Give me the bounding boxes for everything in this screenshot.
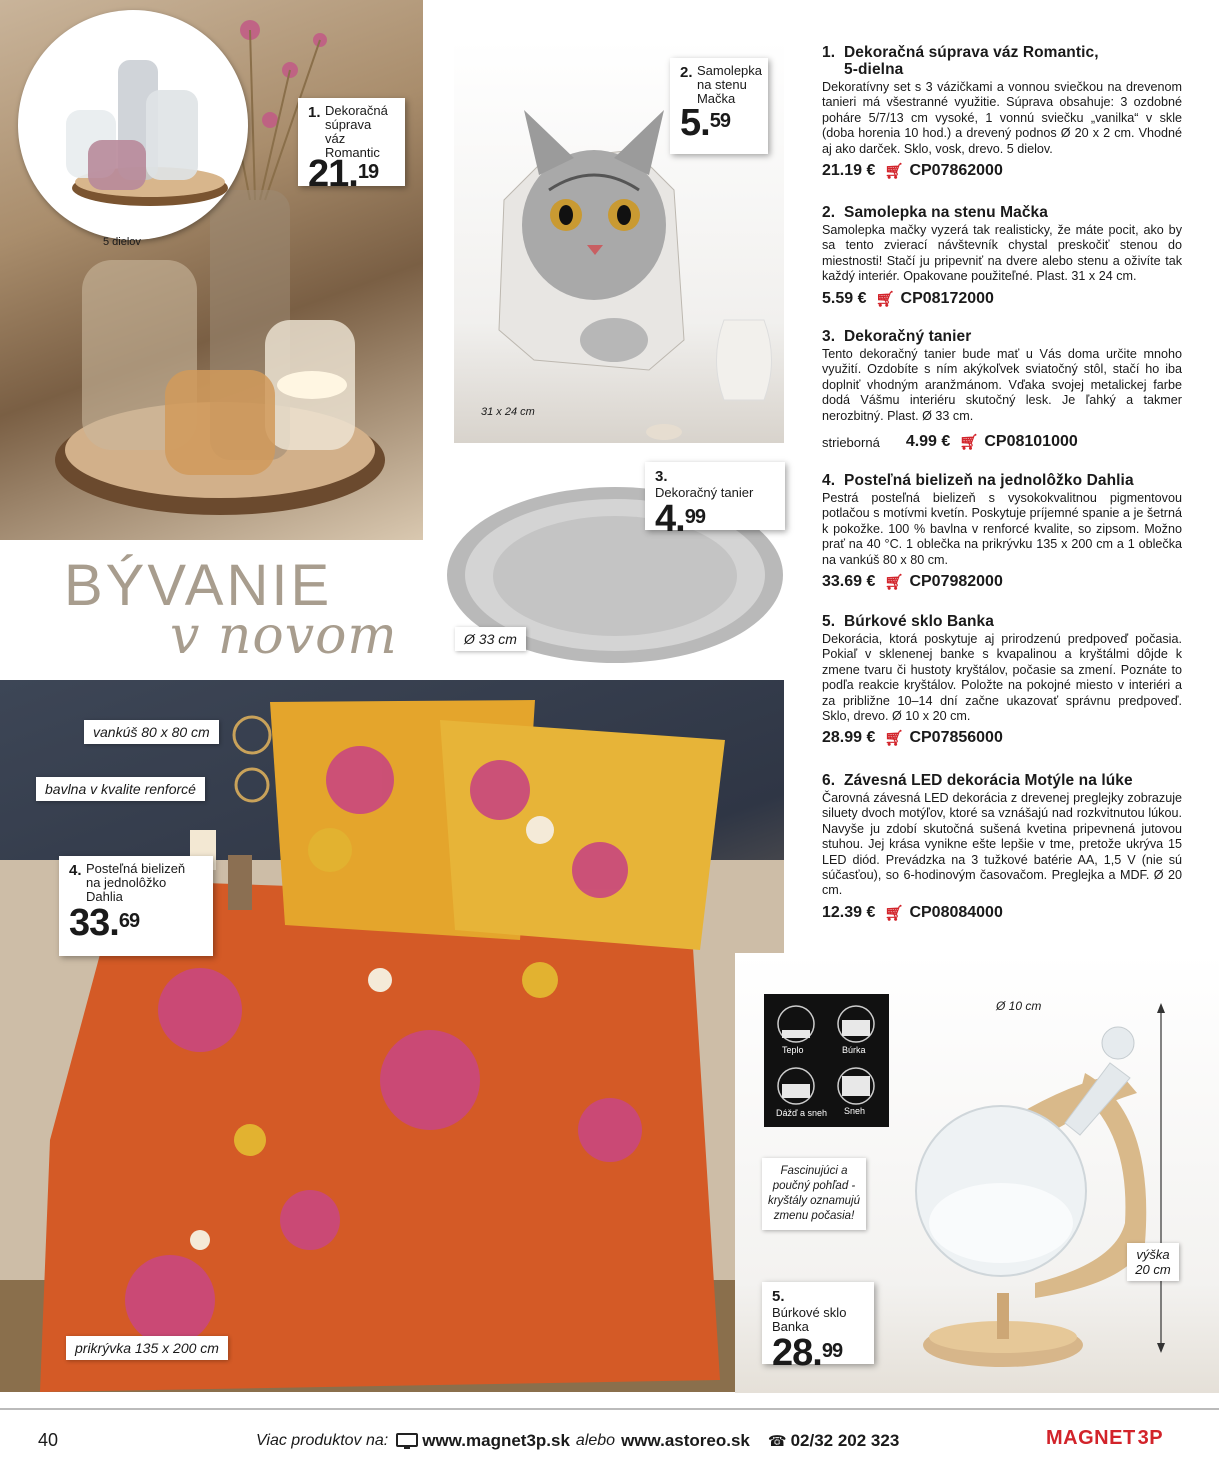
product-3-title: 3. Dekoračný tanier: [822, 328, 972, 345]
monitor-icon: [396, 1433, 418, 1450]
cart-icon[interactable]: 🛒︎: [884, 904, 904, 922]
product-3-price-row: [822, 433, 1182, 451]
product-3-code: CP08101000: [984, 433, 1078, 451]
price-tag-4: [59, 856, 213, 956]
price-tag-1-number: 1.: [308, 104, 321, 121]
product-6-title: 6. Závesná LED dekorácia Motýle na lúke: [822, 772, 1133, 789]
glass-note: Fascinujúci a poučný pohľad - kryštály oznamujú zmenu počasia!: [762, 1158, 866, 1230]
bedding-photo: [0, 680, 784, 1392]
product-2: [822, 204, 1182, 308]
product-2-price-row: [822, 290, 1182, 308]
price-tag-2: [670, 58, 768, 154]
fabric-quality-label: bavlna v kvalite renforcé: [36, 777, 205, 801]
footer-links: [256, 1431, 899, 1451]
footer-lead: Viac produktov na:: [256, 1432, 389, 1449]
product-5-description: Dekorácia, ktorá poskytuje aj prirodzenú predpoveď počasia. Pokiaľ v sklenenej banke s kvapalinou a kryštálmi dôjde k zmene tvaru či hustoty kryštálov, počasie sa zmení. Poznáte to podľa reakcie kryštálov. Položte na pokojné miesto v interiéri a za približne 10–14 dní začne ukazovať správnu predpoveď. Sklo, drevo. Ø 10 x 20 cm.: [822, 632, 1182, 724]
cart-icon[interactable]: 🛒︎: [884, 730, 904, 748]
product-2-title: 2. Samolepka na stenu Mačka: [822, 204, 1048, 221]
page-number: 40: [38, 1430, 59, 1450]
glass-diameter-label: Ø 10 cm: [996, 999, 1042, 1013]
weather-warm: Teplo: [782, 1045, 804, 1055]
price-tag-4-price: 33.69: [69, 902, 140, 944]
section-title-line1: BÝVANIE: [64, 553, 333, 618]
price-tag-2-price: 5.59: [680, 102, 730, 144]
product-3: [822, 328, 1182, 451]
cart-icon[interactable]: 🛒︎: [959, 434, 979, 452]
duvet-size-label: prikrývka 135 x 200 cm: [66, 1336, 228, 1360]
product-2-code: CP08172000: [900, 289, 994, 307]
site2-link[interactable]: www.astoreo.sk: [621, 1431, 750, 1450]
cart-icon[interactable]: 🛒︎: [884, 574, 904, 592]
product-3-price: 4.99 €: [905, 433, 951, 451]
brand-logo: MAGNET 3P: [1046, 1427, 1164, 1449]
price-tag-5-number: 5.: [772, 1288, 785, 1305]
product-3-description: Tento dekoračný tanier bude mať u Vás doma určite mnoho využití. Ozdobíte s ním akýkoľvek sviatočný stôl, stačí ho iba doplniť vhodným aranžmánom. Vďaka svojej metalickej farbe dodá Vášmu interiéru skutočný lesk. Je ľahký a takmer nerozbitný. Plast. Ø 33 cm.: [822, 347, 1182, 423]
product-5-title: 5. Búrkové sklo Banka: [822, 613, 994, 630]
price-tag-2-label: Samolepka na stenu Mačka: [696, 63, 763, 106]
weather-storm: Búrka: [842, 1045, 866, 1055]
price-tag-4-label: Posteľná bielizeň na jednolôžko Dahlia: [85, 861, 186, 904]
product-5-price: 28.99 €: [822, 729, 876, 747]
section-title-line2: v novom: [170, 606, 398, 666]
price-tag-4-number: 4.: [69, 862, 82, 879]
price-tag-5-label: Búrkové sklo Banka: [772, 1305, 847, 1334]
price-tag-3-price: 4.99: [655, 498, 705, 540]
product-6-code: CP08084000: [909, 903, 1003, 921]
product-6-price: 12.39 €: [822, 903, 876, 921]
product-6: [822, 772, 1182, 922]
vases-photo: [0, 0, 423, 540]
price-tag-1-price: 21.19: [308, 153, 379, 195]
product-4: [822, 472, 1182, 591]
price-tag-5: [762, 1282, 874, 1374]
weather-rain-snow: Dážď a sneh: [776, 1108, 828, 1118]
cart-icon[interactable]: 🛒︎: [875, 290, 895, 308]
pillow-size-label: vankúš 80 x 80 cm: [84, 720, 219, 744]
plate-size-label: Ø 33 cm: [455, 627, 526, 651]
product-1-description: Dekoratívny set s 3 vázičkami a vonnou sviečkou na drevenom tanieri má všestranné využitie. Súprava obsahuje: 3 ozdobné poháre 5/7/13 cm vysoké, 1 vonnú sviečku „vanilka“ v skle (doba horenia 10 hod.) a drevený podnos Ø 20 x 2 cm. Vhodné aj ako darček. Sklo, vosk, drevo. 5 dielov.: [822, 80, 1182, 156]
product-4-price-row: [822, 573, 1182, 591]
vases-inset-illustration: [18, 10, 248, 240]
product-6-description: Čarovná závesná LED dekorácia z drevenej preglejky zobrazuje siluety dvoch motýľov, ktoré sa vznášajú nad rozkvitnutou lúkou. Navyše ju zdobí skutočná sušená kvetina pripevnená jutovou stuhou. Jej krása vynikne ešte lepšie v tme, pretože ukrýva 15 LED diód. Prevádzka na 3 tužkové batérie AA, 1,5 V (nie sú súčasťou), so 6-hodinovým časovačom. Preglejka a MDF. Ø 20 cm.: [822, 791, 1182, 898]
product-4-price: 33.69 €: [822, 573, 876, 591]
phone-number[interactable]: 02/32 202 323: [790, 1431, 900, 1450]
product-4-code: CP07982000: [909, 573, 1003, 591]
product-5-code: CP07856000: [909, 729, 1003, 747]
price-tag-3-label: Dekoračný tanier: [655, 485, 754, 500]
product-5: [822, 613, 1182, 747]
price-tag-2-number: 2.: [680, 64, 693, 81]
product-4-description: Pestrá posteľná bielizeň s vysokokvalitnou pigmentovou potlačou s motívmi kvetín. Poskytuje príjemné spanie a je šetrná k pokožke. 100 % bavlna v renforcé kvalite, so zipsom. Možno prať na 40 °C. 1 oblečka na prikrývku 135 x 200 cm a 1 oblečka na vankúš 80 x 80 cm.: [822, 491, 1182, 567]
price-tag-1: [298, 98, 405, 195]
glass-height-label: výška 20 cm: [1127, 1243, 1179, 1281]
product-4-title: 4. Posteľná bielizeň na jednolôžko Dahlia: [822, 472, 1134, 489]
price-tag-3: [645, 462, 785, 540]
phone-icon: ☎︎: [767, 1433, 787, 1450]
product-1-price: 21.19 €: [822, 162, 876, 180]
price-tag-5-price: 28.99: [772, 1332, 843, 1374]
price-tag-3-number: 3.: [655, 468, 668, 485]
vases-inset-circle: [18, 10, 248, 240]
product-3-variant: strieborná: [822, 434, 880, 450]
price-tag-1-label: Dekoračná súprava váz Romantic: [324, 103, 388, 160]
product-2-description: Samolepka mačky vyzerá tak realisticky, že máte pocit, ako by sa tento zvierací návštevník chystal preskočiť stenou do miestnosti! Stačí ju pripevniť na dvere alebo stenu a oživíte tak každý interiér. Opakovane použiteľné. Plast. 31 x 24 cm.: [822, 223, 1182, 284]
product-5-price-row: [822, 729, 1182, 747]
product-1-title: 1. Dekoračná súprava váz Romantic, 5-dielna: [822, 44, 1099, 78]
product-1: [822, 44, 1182, 180]
product-2-price: 5.59 €: [822, 289, 867, 307]
product-1-code: CP07862000: [909, 162, 1003, 180]
footer-or: alebo: [575, 1432, 616, 1449]
site1-link[interactable]: www.magnet3p.sk: [422, 1431, 570, 1450]
cart-icon[interactable]: 🛒︎: [884, 163, 904, 181]
vases-pieces-label: 5 dielov: [103, 236, 141, 248]
cat-size-label: 31 x 24 cm: [481, 406, 535, 418]
weather-snow: Sneh: [844, 1106, 866, 1116]
product-1-price-row: [822, 162, 1182, 180]
footer: [0, 1408, 1219, 1480]
product-6-price-row: [822, 904, 1182, 922]
